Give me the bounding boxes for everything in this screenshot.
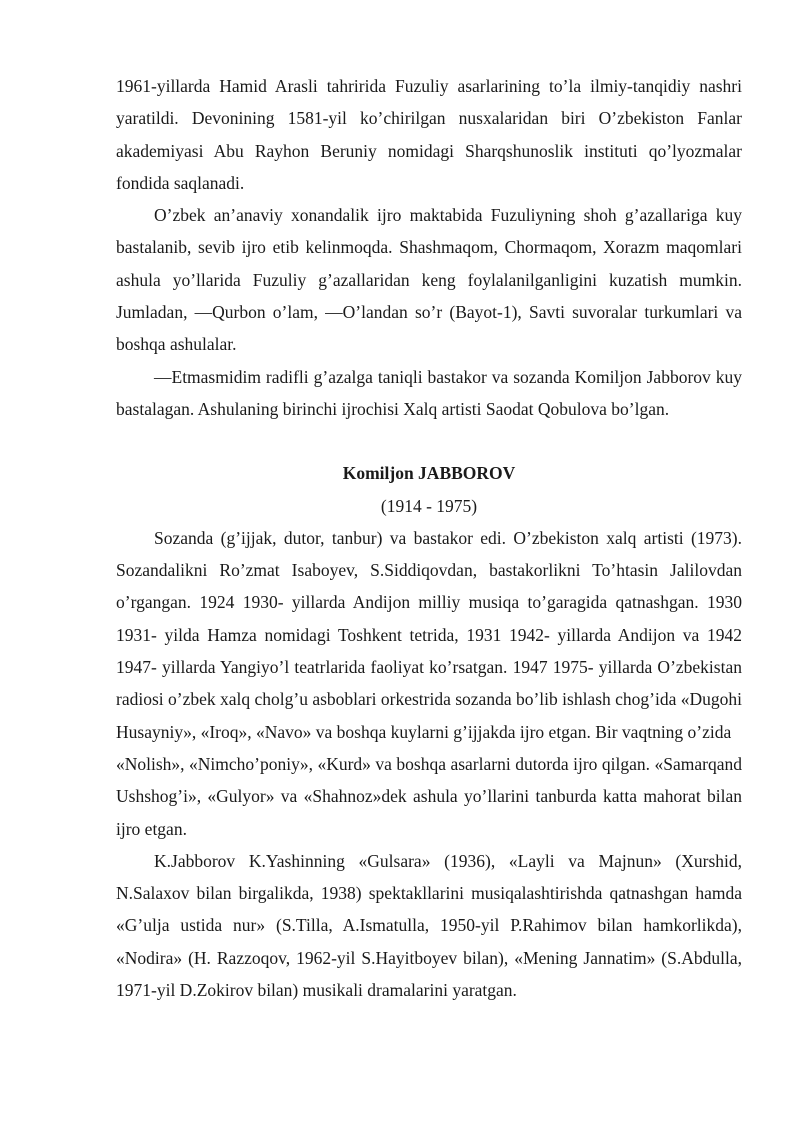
paragraph-dutor-tanbur: «Nolish», «Nimcho’poniy», «Kurd» va boshqa asarlarni dutorda ijro qilgan. «Samarqand Ushshog’i», «Gulyor» va «Shahnoz»dek ashula yo’llarini tanburda katta mahorat bilan ijro etgan. [116, 753, 742, 839]
section-years: (1914 - 1975) [380, 495, 478, 516]
paragraph-fuzuliy-edition: 1961-yillarda Hamid Arasli tahririda Fuzuliy asarlarining to’la ilmiy-tanqidiy nashri yaratildi. Devonining 1581-yil ko’chirilgan nusxalaridan biri O’zbekiston Fanlar akademiyasi Abu Rayhon Beruniy nomidagi Sharqshunoslik instituti qo’lyozmalar fondida saqlanadi. [116, 76, 742, 193]
paragraph-biography: Sozanda (g’ijjak, dutor, tanbur) va bastakor edi. O’zbekiston xalq artisti (1973). Sozandalikni Ro’zmat Isaboyev, S.Siddiqovdan, bastakorlikni To’htasin Jalilovdan o’rgangan. 1924 1930- yillarda Andijon milliy musiqa to’garagida qatnashgan. 1930 1931- yilda Hamza nomidagi Toshkent tetrida, 1931 1942- yillarda Andijon va 1942 1947- yillarda Yangiyo’l teatrlarida faoliyat ko’rsatgan. 1947 1975- yillarda O’zbekistan radiosi o’zbek xalq cholg’u asboblari orkestrida sozanda bo’lib ishlash chog’ida «Dugohi Husayniy», «Iroq», «Navo» va boshqa kuylarni g’ijjakda ijro etgan. Bir vaqtning o’zida [116, 527, 742, 742]
paragraph-works: K.Jabborov K.Yashinning «Gulsara» (1936), «Layli va Majnun» (Xurshid, N.Salaxov bilan birgalikda, 1938) spektakllarini musiqalashtirishda qatnashgan hamda «G’ulja ustida nur» (S.Tilla, A.Ismatulla, 1950-yil P.Rahimov bilan hamkorlikda), «Nodira» (H. Razzoqov, 1962-yil S.Hayitboyev bilan), «Mening Jannatim» (S.Abdulla, 1971-yil D.Zokirov bilan) musikali dramalarini yaratgan. [116, 850, 742, 1001]
paragraph-etmasmidim: ―Etmasmidim radifli g’azalga taniqli bastakor va sozanda Komiljon Jabborov kuy bastalagan. Ashulaning birinchi ijrochisi Xalq artisti Saodat Qobulova bo’lgan. [116, 366, 742, 419]
section-spacer [116, 425, 742, 457]
section-heading: Komiljon JABBOROV [342, 463, 516, 484]
document-page [116, 70, 742, 1006]
paragraph-singing-tradition: O’zbek an’anaviy xonandalik ijro maktabida Fuzuliyning shoh g’azallariga kuy bastalanib, sevib ijro etib kelinmoqda. Shashmaqom, Chormaqom, Xorazm maqomlari ashula yo’llarida Fuzuliy g’azallaridan keng foylalanilganligini kuzatish mumkin. Jumladan, ―Qurbon o’lam, ―O’landan so’r (Bayot-1), Savti suvoralar turkumlari va boshqa ashulalar. [116, 205, 742, 355]
